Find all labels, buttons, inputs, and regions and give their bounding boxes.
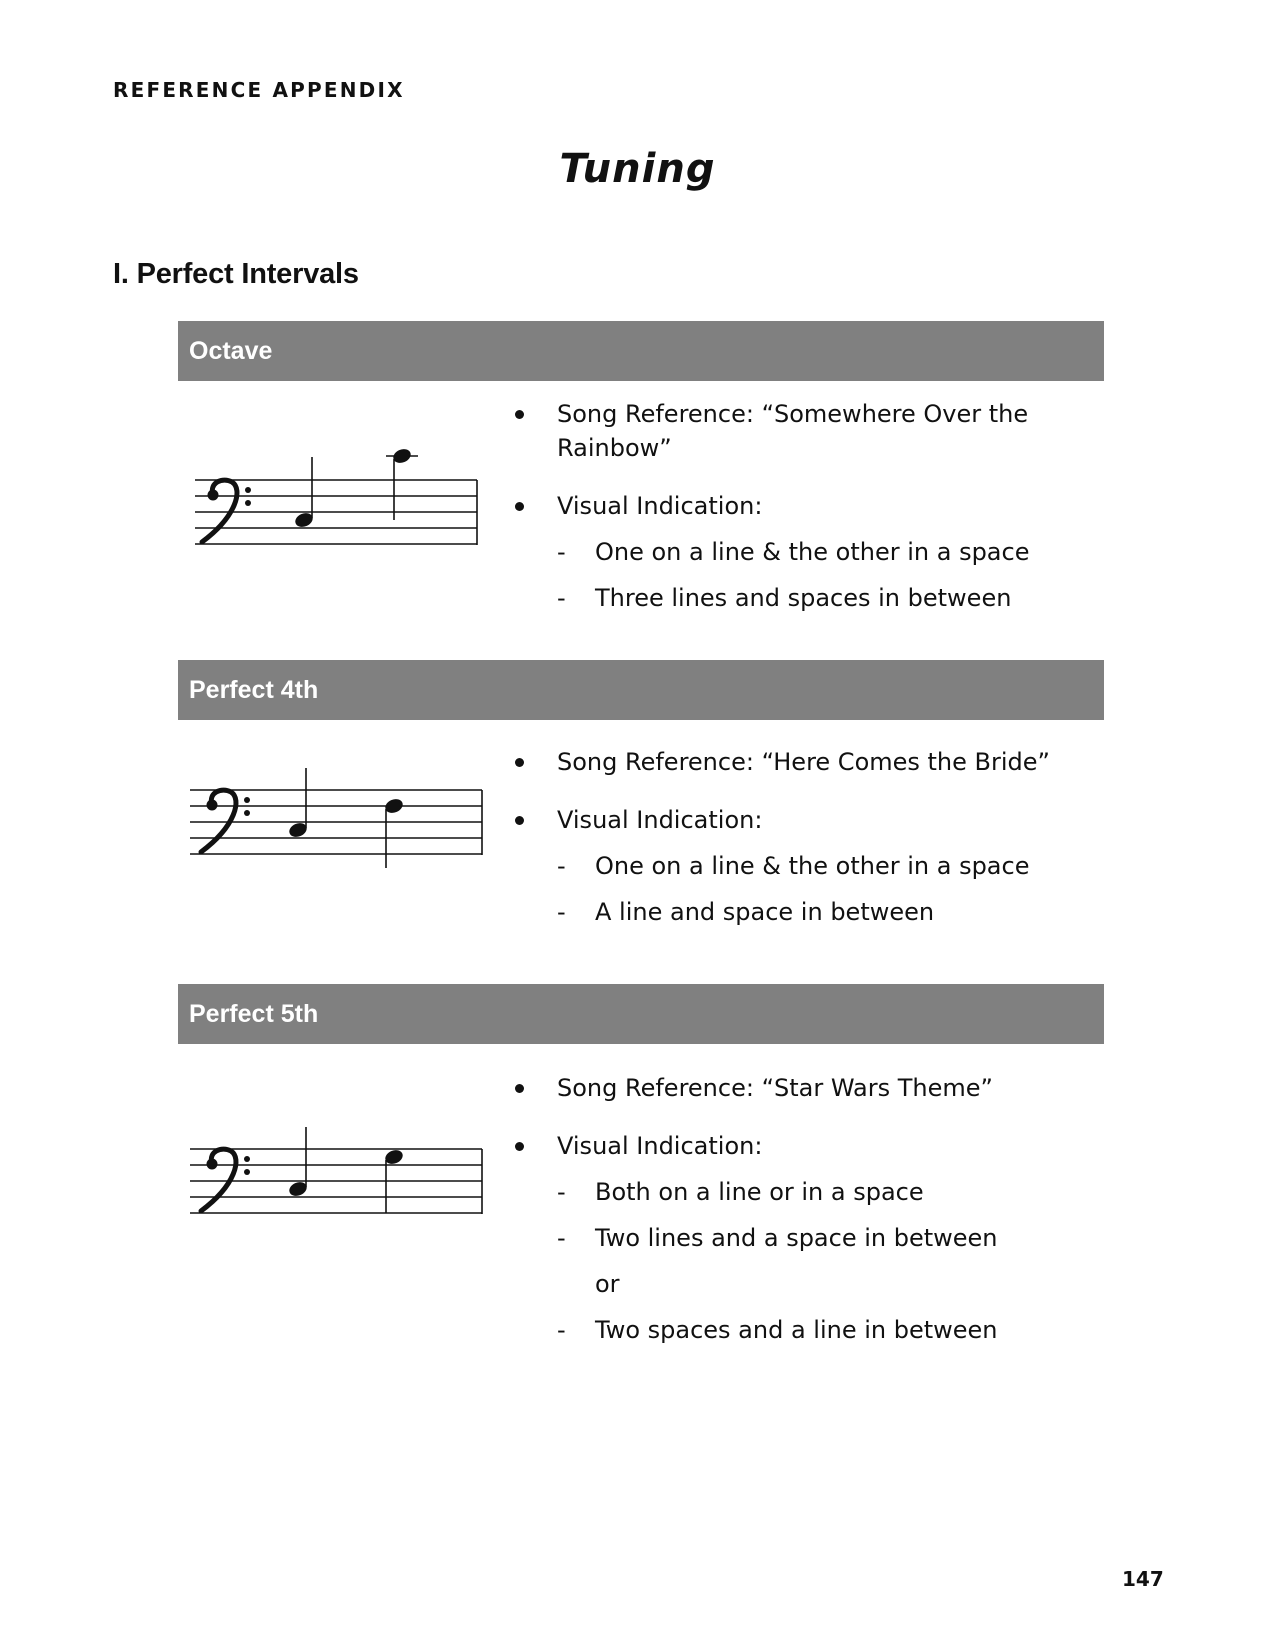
list-item (515, 1221, 1055, 1255)
song-reference: Song Reference: “Here Comes the Bride” (557, 748, 1050, 776)
list-item (515, 397, 1055, 465)
list-item (515, 489, 1055, 523)
note-high (386, 447, 418, 520)
visual-point: A line and space in between (595, 898, 935, 926)
bass-clef-icon (201, 790, 250, 852)
dash-mark: - (557, 1178, 566, 1206)
list-item (515, 1313, 1055, 1347)
dash-mark: - (557, 852, 566, 880)
dash-mark: - (557, 538, 566, 566)
visual-point: Two spaces and a line in between (595, 1316, 998, 1344)
dash-mark: - (557, 898, 566, 926)
interval-header-perfect-5th: Perfect 5th (178, 984, 1104, 1044)
bullet-dot-icon (515, 758, 524, 767)
bass-clef-icon (202, 480, 251, 542)
note-low (287, 768, 309, 839)
song-reference: Song Reference: “Star Wars Theme” (557, 1074, 993, 1102)
octave-info (515, 397, 1055, 615)
list-item (515, 803, 1055, 837)
visual-point: Three lines and spaces in between (595, 584, 1012, 612)
note-low (293, 457, 315, 529)
bullet-dot-icon (515, 816, 524, 825)
list-item (515, 1175, 1055, 1209)
visual-indication-label: Visual Indication: (557, 492, 763, 520)
song-reference: Song Reference: “Somewhere Over the Rainbow” (557, 400, 1029, 462)
bullet-dot-icon (515, 1084, 524, 1093)
running-head: REFERENCE APPENDIX (113, 78, 405, 102)
perfect-5th-staff (190, 1127, 490, 1227)
visual-point: Two lines and a space in between (595, 1224, 998, 1252)
dash-mark: - (557, 1316, 566, 1344)
interval-header-octave: Octave (178, 321, 1104, 381)
page-title: Tuning (559, 146, 716, 192)
visual-point: One on a line & the other in a space (595, 852, 1030, 880)
list-item (515, 1071, 1055, 1105)
dash-mark: - (557, 584, 566, 612)
visual-point: Both on a line or in a space (595, 1178, 924, 1206)
perfect-4th-info (515, 745, 1055, 929)
list-item (515, 745, 1055, 779)
perfect-5th-info (515, 1071, 1055, 1347)
list-item (515, 849, 1055, 883)
list-item (515, 535, 1055, 569)
visual-indication-label: Visual Indication: (557, 1132, 763, 1160)
page-number: 147 (1122, 1567, 1164, 1591)
bullet-dot-icon (515, 1142, 524, 1151)
list-item (515, 1129, 1055, 1163)
section-heading: I. Perfect Intervals (113, 258, 359, 290)
list-item (515, 581, 1055, 615)
note-high (383, 797, 405, 868)
bullet-dot-icon (515, 410, 524, 419)
bullet-dot-icon (515, 502, 524, 511)
bass-clef-icon (201, 1149, 250, 1211)
interval-header-perfect-4th: Perfect 4th (178, 660, 1104, 720)
perfect-4th-staff (190, 768, 490, 868)
octave-staff (190, 420, 490, 550)
visual-indication-label: Visual Indication: (557, 806, 763, 834)
visual-point: One on a line & the other in a space (595, 538, 1030, 566)
or-connector: or (595, 1270, 620, 1298)
note-low (287, 1127, 309, 1198)
dash-mark: - (557, 1224, 566, 1252)
list-item (515, 895, 1055, 929)
